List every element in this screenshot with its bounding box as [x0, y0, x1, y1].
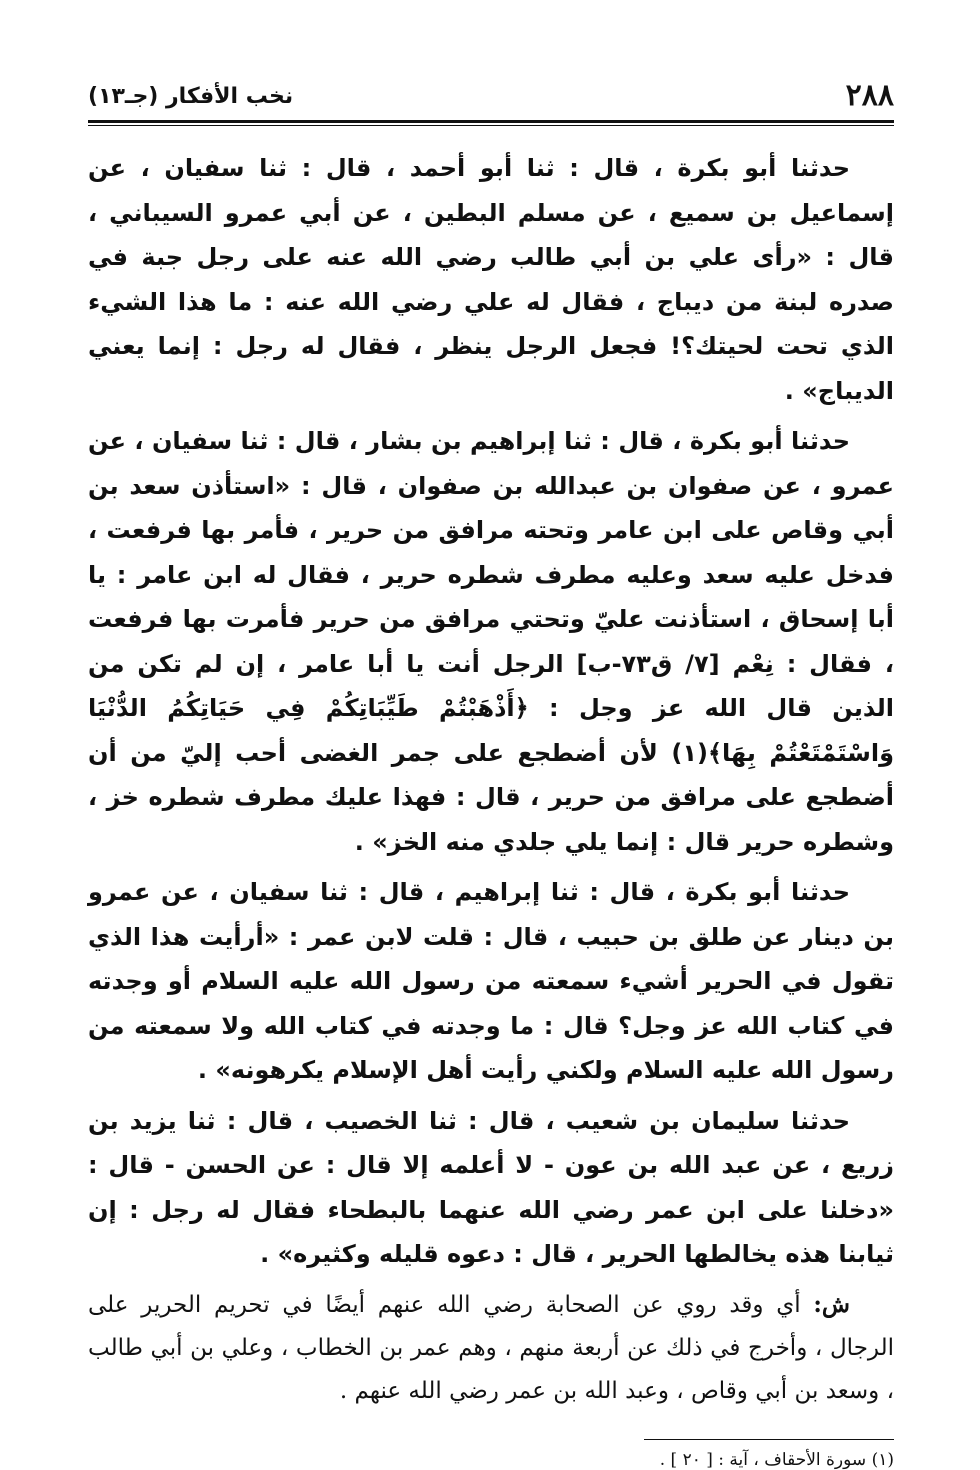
commentary-text: أي وقد روي عن الصحابة رضي الله عنهم أيضًا في تحريم الحرير على الرجال ، وأخرج في ذلك عن أربعة منهم ، وهم عمر بن الخطاب ، وعلي بن أبي طالب ، وسعد بن أبي وقاص ، وعبد الله بن عمر رضي الله عنهم . — [88, 1291, 894, 1404]
hadith-paragraph-4: حدثنا سليمان بن شعيب ، قال : ثنا الخصيب ، قال : ثنا يزيد بن زريع ، عن عبد الله بن عون - لا أعلمه إلا قال : عن الحسن - قال : «دخلنا على ابن عمر رضي الله عنهما بالبطحاء فقال له رجل : إن ثيابنا هذه يخالطها الحرير ، قال : دعوه قليله وكثيره» . — [88, 1106, 894, 1268]
header-rule — [88, 120, 894, 126]
hadith-paragraph-2: حدثنا أبو بكرة ، قال : ثنا إبراهيم بن بشار ، قال : ثنا سفيان ، عن عمرو ، عن صفوان بن عبدالله بن صفوان ، قال : «استأذن سعد بن أبي وقاص على ابن عامر وتحته مرافق من حرير ، فأمر بها فرفعت ، فدخل عليه سعد وعليه مطرف شطره حرير ، فقال له ابن عامر : يا أبا إسحاق ، استأذنت عليّ وتحتي مرافق من حرير فأمرت بها فرفعت ، فقال : نِعْم [٧/ ق٧٣-ب] الرجل أنت يا أبا عامر ، إن لم تكن من الذين قال الله عز وجل : ﴿أَذْهَبْتُمْ طَيِّبَاتِكُمْ فِي حَيَاتِكُمُ الدُّنْيَا وَاسْتَمْتَعْتُمْ بِهَا﴾(١) لأن أضطجع على جمر الغضى أحب إليّ من أن أضطجع على مرافق من حرير ، قال : فهذا عليك مطرف شطره خز ، وشطره حرير قال : إنما يلي جلدي منه الخز» . — [88, 427, 894, 856]
book-title: نخب الأفكار (جـ١٣) — [88, 84, 294, 109]
footnote-rule — [644, 1439, 894, 1440]
commentary-label: ش: — [813, 1290, 850, 1318]
commentary-paragraph — [88, 1283, 894, 1413]
page-number: ٢٨٨ — [845, 78, 894, 113]
hadith-paragraph-3: حدثنا أبو بكرة ، قال : ثنا إبراهيم ، قال : ثنا سفيان ، عن عمرو بن دينار عن طلق بن حبيب ، قال : قلت لابن عمر : «أرأيت هذا الذي تقول في الحرير أشيء سمعته من رسول الله عليه السلام أو وجدته في كتاب الله عز وجل؟ قال : ما وجدته في كتاب الله ولا سمعته من رسول الله عليه السلام ولكني رأيت أهل الإسلام يكرهونه» . — [88, 878, 894, 1084]
footnote: (١) سورة الأحقاف ، آية : [ ٢٠ ] . — [659, 1449, 894, 1470]
book-page — [88, 70, 894, 1470]
running-header — [88, 70, 894, 120]
hadith-paragraph-1: حدثنا أبو بكرة ، قال : ثنا أبو أحمد ، قال : ثنا سفيان ، عن إسماعيل بن سميع ، عن مسلم البطين ، عن أبي عمرو السيباني ، قال : «رأى علي بن أبي طالب رضي الله عنه على رجل جبة في صدره لبنة من ديباج ، فقال له علي رضي الله عنه : ما هذا الشيء الذي تحت لحيتك؟! فجعل الرجل ينظر ، فقال له رجل : إنما يعني الديباج» . — [88, 154, 894, 405]
